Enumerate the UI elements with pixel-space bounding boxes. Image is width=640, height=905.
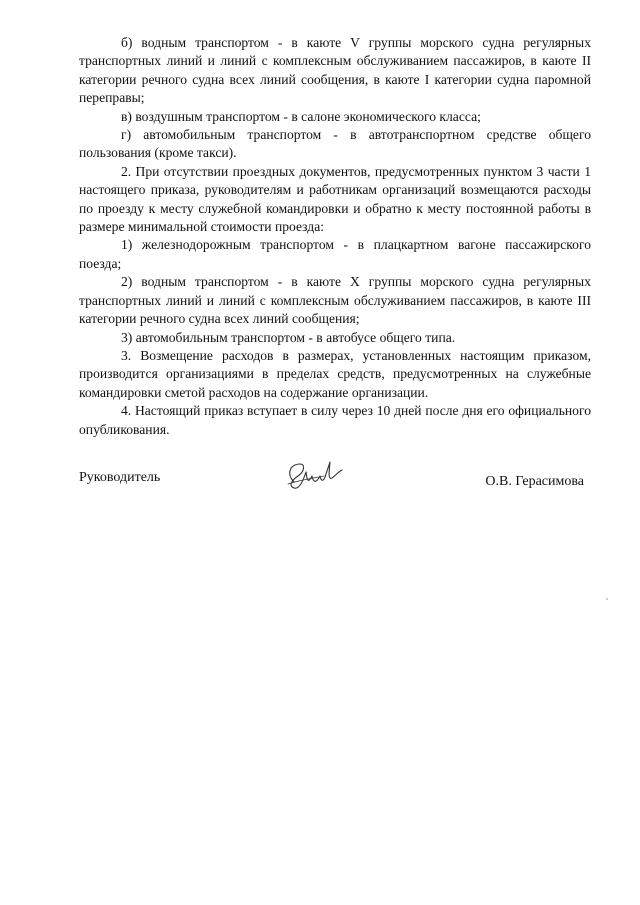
paragraph-item-1: 1) железнодорожным транспортом - в плацкартном вагоне пассажирского поезда; [79, 237, 591, 271]
paragraph-section-3: 3. Возмещение расходов в размерах, установленных настоящим приказом, производится организациями в пределах средств, предусмотренных на служебные командировки сметой расходов на содержание организации. [79, 347, 591, 400]
paragraph-section-4: 4. Настоящий приказ вступает в силу через 10 дней после дня его официального опубликования. [79, 403, 591, 437]
paragraph-item-2: 2) водным транспортом - в каюте X группы морского судна регулярных транспортных линий и линий с комплексным обслуживанием пассажиров, в каюте III категории речного судна всех линий сообщения; [79, 274, 591, 327]
paragraph-item-b: б) водным транспортом - в каюте V группы морского судна регулярных транспортных линий и линий с комплексным обслуживанием пассажиров, в каюте II категории речного судна всех линий сообщения, в каюте I категории судна паромной переправы; [79, 35, 591, 106]
paragraph-section-2: 2. При отсутствии проездных документов, предусмотренных пунктом 3 части 1 настоящего приказа, руководителям и работникам организаций возмещаются расходы по проезду к месту служебной командировки и обратно к месту постоянной работы в размере минимальной стоимости проезда: [79, 163, 591, 235]
paragraph-item-g: г) автомобильным транспортом - в автотранспортном средстве общего пользования (кроме такси). [79, 127, 591, 161]
signer-name: О.В. Герасимова [485, 474, 584, 489]
handwritten-signature-icon [280, 454, 344, 494]
signature-block [0, 462, 640, 502]
position-title: Руководитель [79, 470, 161, 485]
scan-speck [606, 598, 608, 600]
paragraph-item-v: в) воздушным транспортом - в салоне экономического класса; [121, 108, 481, 124]
paragraph-item-3: 3) автомобильным транспортом - в автобусе общего типа. [121, 329, 456, 345]
document-body [79, 34, 591, 439]
